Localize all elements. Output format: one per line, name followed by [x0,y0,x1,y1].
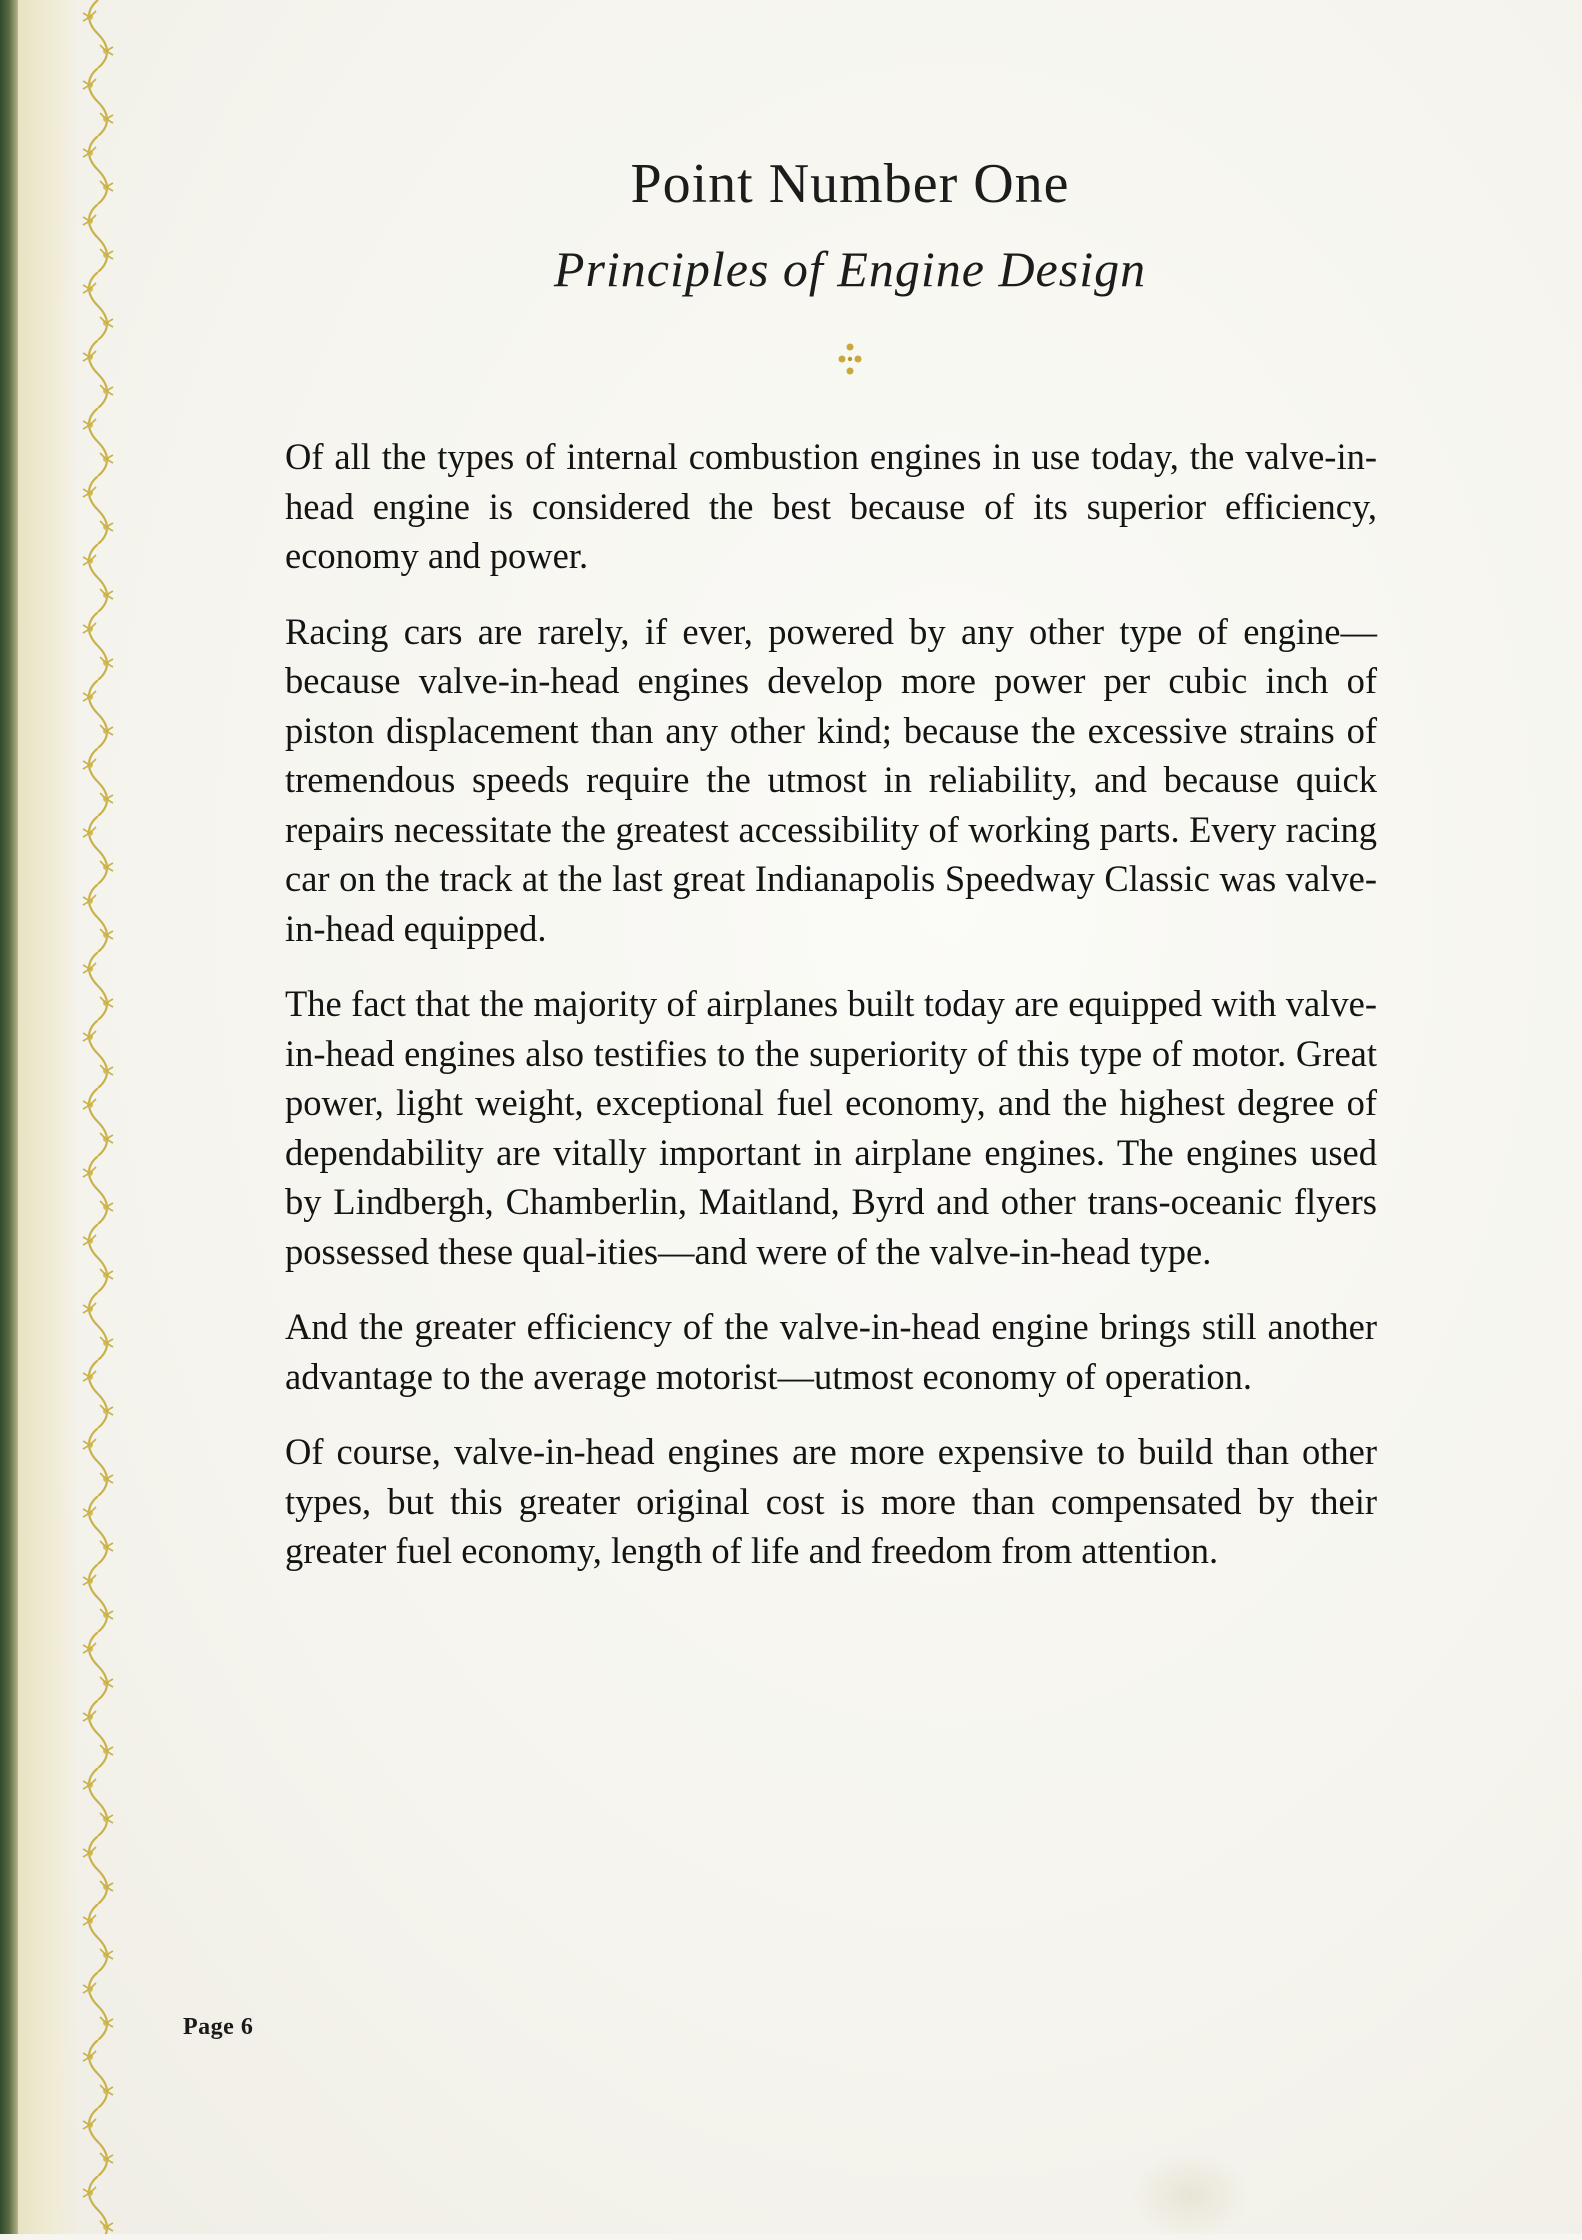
paragraph-4: And the greater efficiency of the valve-in-head engine brings still another advantage to the average motorist—utmost economy of operation. [285,1306,1377,1397]
floral-border-icon [78,0,118,2234]
page-title: Point Number One [630,153,1070,215]
body-text [285,432,1377,1602]
diamond-dot-ornament-icon [838,342,862,376]
page-number: Page 6 [183,2014,254,2040]
paragraph-2: Racing cars are rarely, if ever, powered by any other type of engine—because valve-in-head engines develop more power per cubic inch of piston displacement than any other kind; because the excessive strains of tremendous speeds require the utmost in reliability, and because quick repairs necessitate the greatest accessibility of working parts. Every racing car on the track at the last great Indianapolis Speedway Classic was valve-in-head equipped. [285,610,1377,949]
paper-stain [1130,2150,1250,2240]
paragraph-3: The fact that the majority of airplanes built today are equipped with valve-in-head engines also testifies to the superiority of this type of motor. Great power, light weight, exceptional fuel economy, and the highest degree of dependability are vitally important in airplane engines. The engines used by Lindbergh, Chamberlin, Maitland, Byrd and other trans-oceanic flyers possessed these qual-ities—and were of the valve-in-head type. [285,983,1377,1272]
paragraph-1: Of all the types of internal combustion engines in use today, the valve-in-head engine is considered the best because of its superior efficiency, economy and power. [285,436,1377,576]
page-edge-tint [18,0,78,2234]
page-subtitle: Principles of Engine Design [553,241,1147,297]
paragraph-5: Of course, valve-in-head engines are more expensive to build than other types, but this greater original cost is more than compensated by their greater fuel economy, length of life and freedom from attention. [285,1431,1377,1571]
page-binding-edge [0,0,18,2234]
